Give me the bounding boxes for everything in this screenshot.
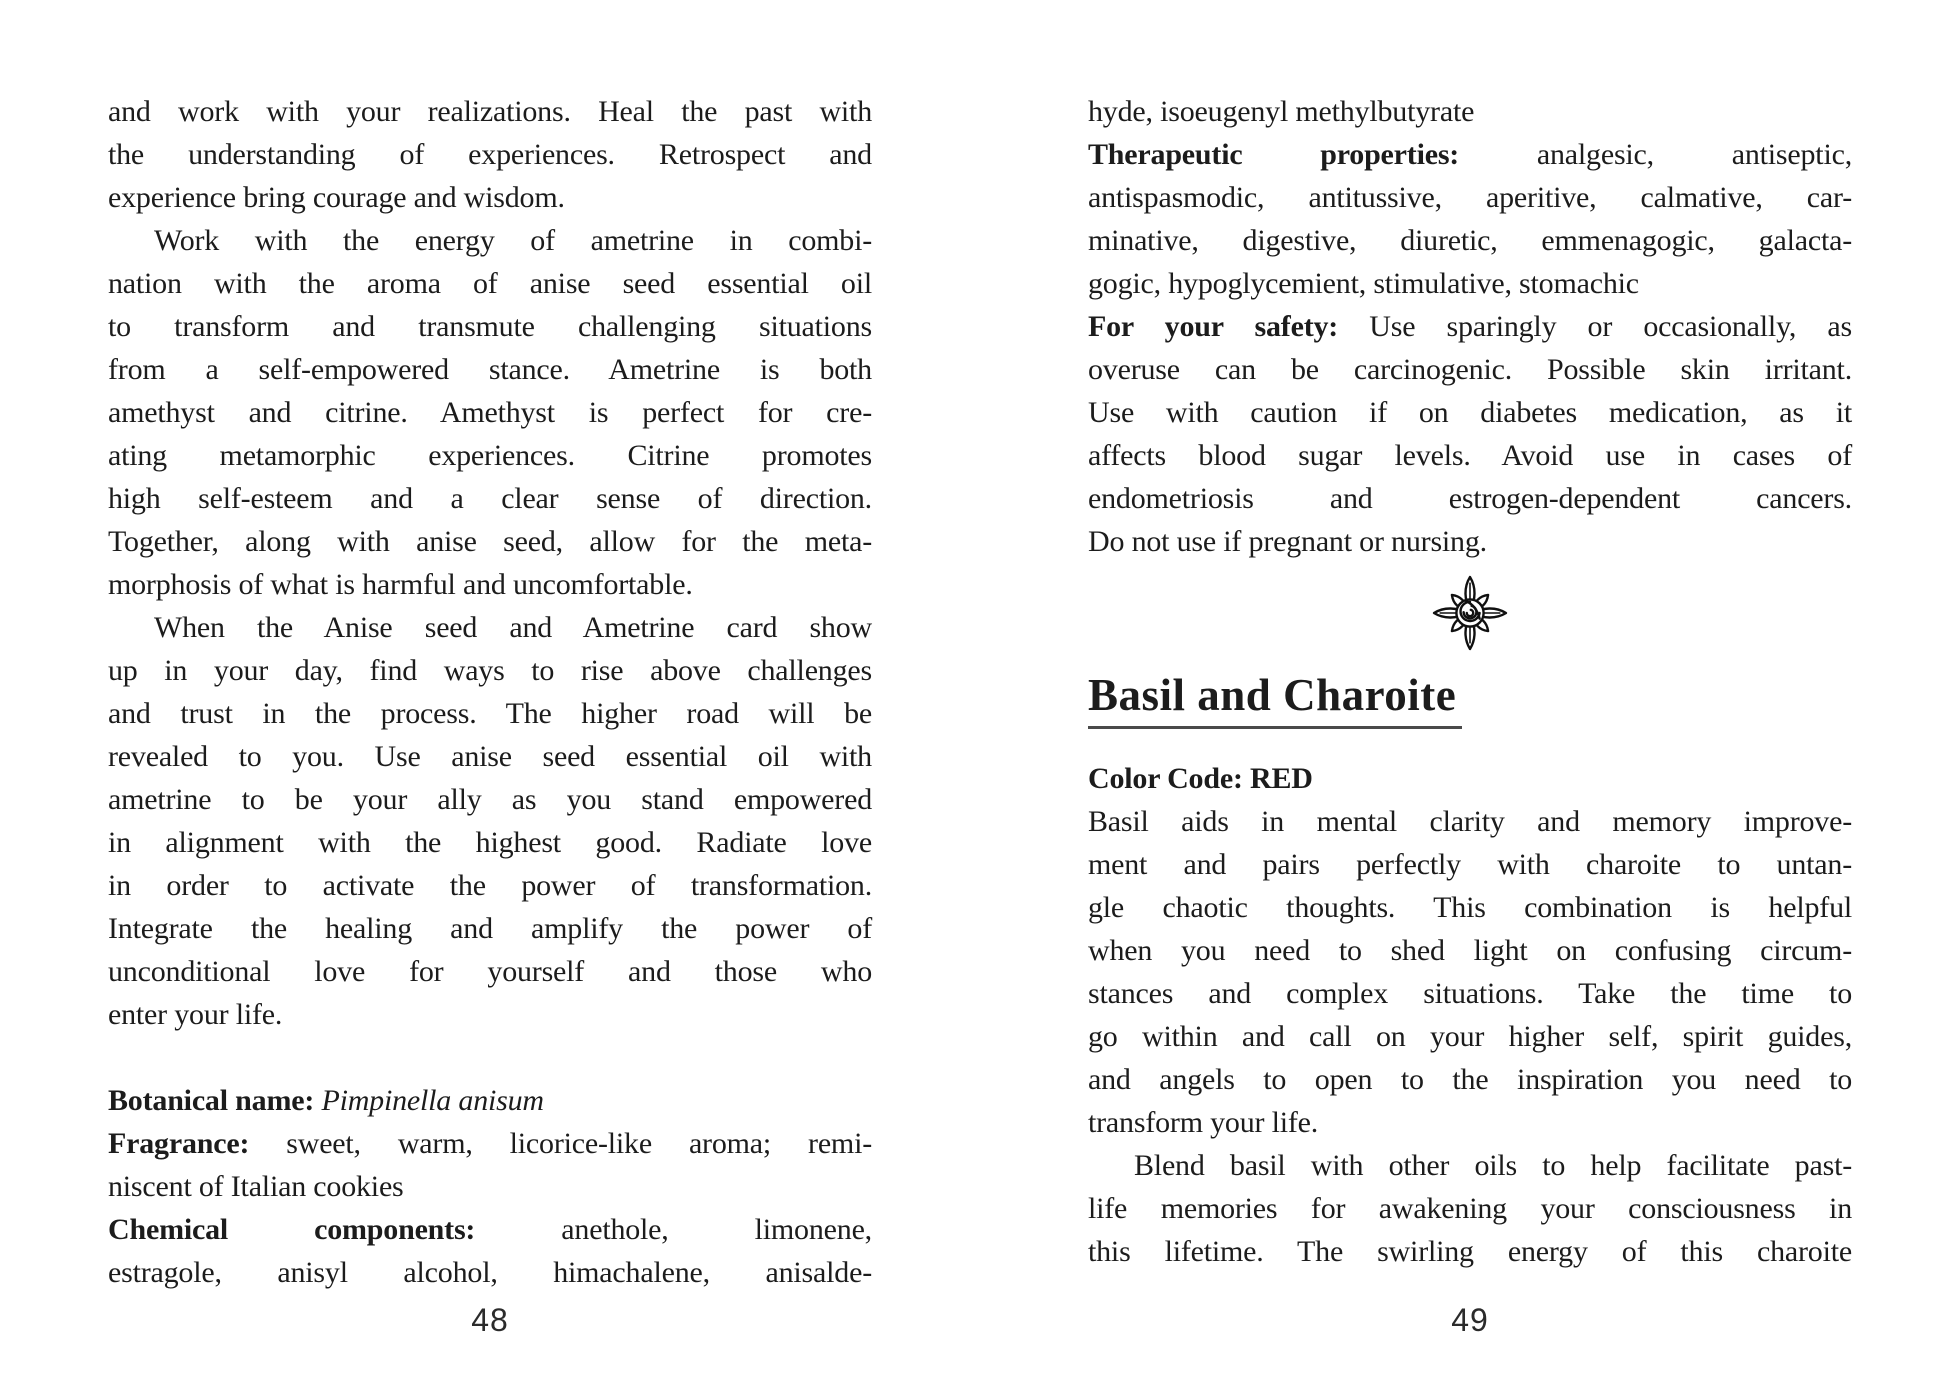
text-line <box>1088 391 1852 434</box>
text-segment: ment and pairs perfectly with charoite to untan- <box>1088 848 1852 881</box>
text-segment: estragole, anisyl alcohol, himachalene, anisalde- <box>108 1256 872 1289</box>
text-line <box>1088 1058 1852 1101</box>
text-segment: revealed to you. Use anise seed essential oil with <box>108 740 872 773</box>
text-segment: life memories for awakening your consciousness in <box>1088 1192 1852 1225</box>
text-segment: nation with the aroma of anise seed essential oil <box>108 267 872 300</box>
text-line <box>1088 972 1852 1015</box>
text-segment: gogic, hypoglycemient, stimulative, stomachic <box>1088 267 1639 300</box>
text-line <box>108 133 872 176</box>
text-segment: in order to activate the power of transformation. <box>108 869 872 902</box>
text-line <box>1088 176 1852 219</box>
text-line <box>108 1079 872 1122</box>
text-line <box>108 176 872 219</box>
text-line <box>108 391 872 434</box>
ornament-row <box>1088 563 1852 663</box>
text-segment: Blend basil with other oils to help facilitate past- <box>1134 1149 1852 1182</box>
text-line <box>108 305 872 348</box>
text-segment: high self-esteem and a clear sense of direction. <box>108 482 872 515</box>
text-line <box>108 606 872 649</box>
text-line <box>1088 1187 1852 1230</box>
text-line <box>108 1251 872 1294</box>
text-segment: niscent of Italian cookies <box>108 1170 404 1203</box>
text-line <box>108 735 872 778</box>
text-line <box>1088 434 1852 477</box>
text-segment: amethyst and citrine. Amethyst is perfect for cre- <box>108 396 872 429</box>
text-segment: to transform and transmute challenging situations <box>108 310 872 343</box>
right-page-text-column <box>1088 90 1852 1273</box>
text-line <box>108 348 872 391</box>
text-segment: affects blood sugar levels. Avoid use in cases of <box>1088 439 1852 472</box>
text-segment: analgesic, antiseptic, <box>1459 138 1852 171</box>
text-line <box>108 262 872 305</box>
text-line <box>1088 1101 1852 1144</box>
text-segment: unconditional love for yourself and those who <box>108 955 872 988</box>
text-segment: up in your day, find ways to rise above challenges <box>108 654 872 687</box>
blank-line <box>108 1036 872 1079</box>
text-line <box>108 477 872 520</box>
heading-row <box>1088 663 1852 757</box>
text-line <box>108 649 872 692</box>
text-segment: this lifetime. The swirling energy of this charoite <box>1088 1235 1852 1268</box>
bold-label: Therapeutic properties: <box>1088 138 1460 171</box>
text-segment: overuse can be carcinogenic. Possible skin irritant. <box>1088 353 1852 386</box>
text-line <box>108 950 872 993</box>
text-line <box>1088 219 1852 262</box>
text-line <box>1088 477 1852 520</box>
text-line <box>1088 520 1852 563</box>
text-line <box>1088 133 1852 176</box>
text-segment: sweet, warm, licorice-like aroma; remi- <box>249 1127 872 1160</box>
text-segment: Together, along with anise seed, allow for the meta- <box>108 525 872 558</box>
text-segment: When the Anise seed and Ametrine card show <box>154 611 872 644</box>
text-segment: Integrate the healing and amplify the power of <box>108 912 872 945</box>
text-segment: Work with the energy of ametrine in combi- <box>154 224 872 257</box>
text-line <box>108 1208 872 1251</box>
text-segment: the understanding of experiences. Retrospect and <box>108 138 872 171</box>
text-line <box>1088 348 1852 391</box>
text-line <box>108 520 872 563</box>
text-line <box>108 1122 872 1165</box>
text-segment: go within and call on your higher self, spirit guides, <box>1088 1020 1852 1053</box>
text-segment: and angels to open to the inspiration you need to <box>1088 1063 1852 1096</box>
text-line <box>108 864 872 907</box>
text-line <box>1088 1015 1852 1058</box>
bold-label: Chemical components: <box>108 1213 476 1246</box>
text-segment: ating metamorphic experiences. Citrine promotes <box>108 439 872 472</box>
text-segment: endometriosis and estrogen-dependent cancers. <box>1088 482 1852 515</box>
bold-label: For your safety: <box>1088 310 1339 343</box>
text-segment: Use sparingly or occasionally, as <box>1338 310 1852 343</box>
text-line <box>1088 90 1852 133</box>
text-line <box>1088 262 1852 305</box>
text-segment: morphosis of what is harmful and uncomfortable. <box>108 568 693 601</box>
rose-ornament-icon <box>1430 570 1510 656</box>
text-line <box>108 821 872 864</box>
text-segment: stances and complex situations. Take the time to <box>1088 977 1852 1010</box>
text-segment: Do not use if pregnant or nursing. <box>1088 525 1487 558</box>
text-line <box>108 993 872 1036</box>
text-segment: when you need to shed light on confusing circum- <box>1088 934 1852 967</box>
text-segment: ametrine to be your ally as you stand empowered <box>108 783 872 816</box>
text-segment: Basil aids in mental clarity and memory improve- <box>1088 805 1852 838</box>
text-segment: hyde, isoeugenyl methylbutyrate <box>1088 95 1475 128</box>
page-number-left: 48 <box>471 1302 509 1338</box>
text-segment: antispasmodic, antitussive, aperitive, calmative, car- <box>1088 181 1852 214</box>
text-line <box>1088 929 1852 972</box>
text-line <box>108 90 872 133</box>
text-segment: in alignment with the highest good. Radiate love <box>108 826 872 859</box>
section-heading: Basil and Charoite <box>1088 669 1462 729</box>
text-segment: enter your life. <box>108 998 283 1031</box>
page-number-right: 49 <box>1451 1302 1489 1338</box>
bold-label: Botanical name: <box>108 1084 315 1117</box>
text-line <box>108 1165 872 1208</box>
text-segment: and work with your realizations. Heal the past with <box>108 95 872 128</box>
text-line <box>108 692 872 735</box>
bold-label: Color Code: RED <box>1088 762 1313 795</box>
text-segment: from a self-empowered stance. Ametrine is both <box>108 353 872 386</box>
text-segment: Pimpinella anisum <box>314 1084 544 1117</box>
text-segment: anethole, limonene, <box>475 1213 872 1246</box>
text-line <box>1088 800 1852 843</box>
text-line <box>1088 305 1852 348</box>
text-line <box>108 563 872 606</box>
text-line <box>1088 1230 1852 1273</box>
text-line <box>1088 757 1852 800</box>
text-segment: experience bring courage and wisdom. <box>108 181 565 214</box>
text-line <box>108 434 872 477</box>
text-line <box>1088 886 1852 929</box>
left-page-text-column <box>108 90 872 1294</box>
bold-label: Fragrance: <box>108 1127 250 1160</box>
text-segment: Use with caution if on diabetes medication, as it <box>1088 396 1852 429</box>
text-segment: minative, digestive, diuretic, emmenagogic, galacta- <box>1088 224 1852 257</box>
text-segment: gle chaotic thoughts. This combination is helpful <box>1088 891 1852 924</box>
text-line <box>1088 1144 1852 1187</box>
text-line <box>108 219 872 262</box>
text-line <box>1088 843 1852 886</box>
text-segment: transform your life. <box>1088 1106 1319 1139</box>
text-segment: and trust in the process. The higher road will be <box>108 697 872 730</box>
text-line <box>108 778 872 821</box>
text-line <box>108 907 872 950</box>
